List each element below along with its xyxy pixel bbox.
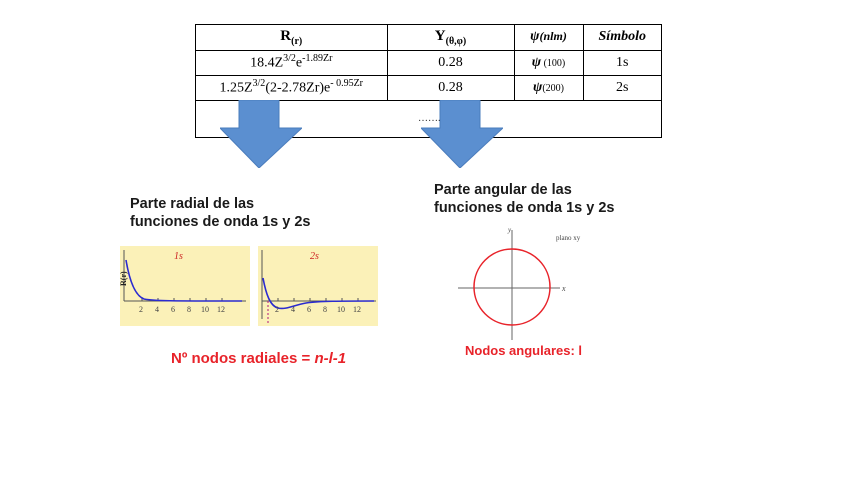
tick-6: 6 [307, 305, 311, 314]
angular-nodes-label: Nodos angulares: l [465, 343, 583, 358]
wavefunction-table-grid [196, 25, 661, 101]
psi-2s: ψ(200) [514, 75, 583, 100]
tick-12: 12 [353, 305, 361, 314]
angular-plot [450, 224, 595, 342]
angular-value-2s: 0.28 [387, 75, 514, 100]
axis-y-label: y [508, 226, 512, 234]
table-row [196, 75, 661, 100]
angular-value-1s: 0.28 [387, 50, 514, 75]
psi-1s: ψ (100) [514, 50, 583, 75]
symbol-1s: 1s [583, 50, 661, 75]
symbol-2s: 2s [583, 75, 661, 100]
tick-2: 2 [139, 305, 143, 314]
tick-4: 4 [155, 305, 159, 314]
tick-10: 10 [201, 305, 209, 314]
radial-plots [110, 244, 382, 328]
label-2s: 2s [310, 251, 319, 262]
tick-6: 6 [171, 305, 175, 314]
header-symbol: Símbolo [583, 25, 661, 50]
radial-function-1s: $18.4Z^{3/2}e^{-1.89Zr}$ [196, 50, 387, 75]
header-angular: $Y_{(\theta,\varphi)}$ [387, 25, 514, 50]
angular-title: Parte angular de las funciones de onda 1s y 2s [434, 182, 615, 216]
table-ellipsis: ……. [418, 113, 441, 124]
arrow-to-angular [421, 100, 503, 168]
tick-8: 8 [187, 305, 191, 314]
ylabel-r: R(r) [119, 271, 128, 286]
axis-x-label: x [562, 284, 566, 293]
label-1s: 1s [174, 251, 183, 262]
table-header-row [196, 25, 661, 50]
table-row [196, 50, 661, 75]
radial-nodes-label: Nº nodos radiales = n-l-1 [171, 350, 347, 367]
tick-8: 8 [323, 305, 327, 314]
tick-10: 10 [337, 305, 345, 314]
header-radial: $R_{(r)}$ [196, 25, 387, 50]
panel-1s [120, 246, 250, 326]
plane-label: plano xy [556, 234, 581, 242]
tick-12: 12 [217, 305, 225, 314]
radial-function-2s: $1.25Z^{3/2}(2-2.78Zr)e^{- 0.95Zr}$ [196, 75, 387, 100]
tick-2: 2 [275, 305, 279, 314]
header-psi: ψ(nlm) [514, 25, 583, 50]
radial-title: Parte radial de las funciones de onda 1s y 2s [130, 196, 311, 230]
tick-4: 4 [291, 305, 295, 314]
arrow-to-radial [220, 100, 302, 168]
